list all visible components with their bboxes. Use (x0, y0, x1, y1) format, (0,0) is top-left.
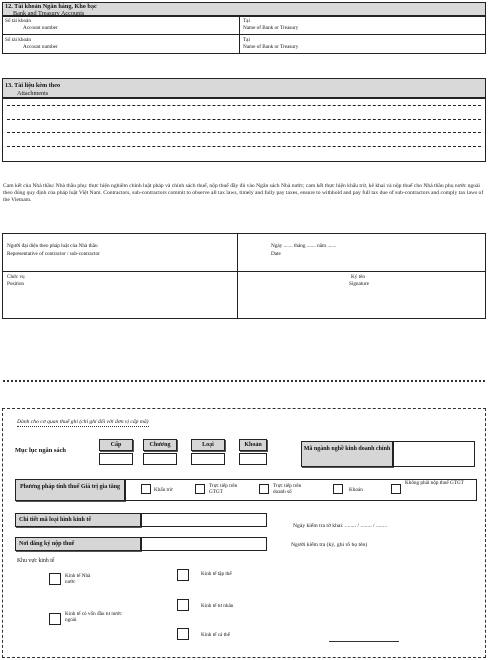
fdi-sector-checkbox[interactable] (49, 613, 61, 625)
option-lump-sum-checkbox[interactable] (333, 484, 343, 494)
date-sub: Date (271, 251, 281, 257)
khoan-header: Khoản (239, 439, 267, 451)
section-12-title: 12. Tài khoản Ngân hàng, Kho bạc (5, 3, 97, 10)
chuong-field[interactable] (143, 453, 177, 465)
loai-field[interactable] (191, 453, 225, 465)
fdi-sector-label: Kinh tế có vốn đầu tư nước ngoài (65, 611, 122, 623)
cut-separator (3, 380, 485, 382)
economic-type-label: Chi tiết mã loại hình kinh tế (15, 513, 141, 527)
collective-sector-checkbox[interactable] (177, 569, 189, 581)
account-number-sub-1: Account number (23, 25, 58, 31)
attachment-line-2 (7, 119, 481, 120)
state-sector-checkbox[interactable] (49, 573, 61, 585)
business-code-field[interactable] (393, 441, 475, 467)
representative-sub: Representative of contractor / sub-contractor (7, 251, 100, 257)
section-12-subtitle: Bank and Treasury Accounts (13, 10, 85, 17)
option-exempt-checkbox[interactable] (391, 484, 401, 494)
section-13-title: 13. Tài liệu kèm theo (5, 82, 61, 89)
section-13-subtitle: Attachments (17, 90, 49, 97)
checker-signature-line (329, 641, 399, 642)
option-direct-revenue-label: Trực tiếp trên doanh số (273, 483, 302, 495)
account-number-label-2: Số tài khoản (5, 37, 31, 43)
section-12-header (2, 2, 486, 16)
option-deduction-checkbox[interactable] (141, 484, 151, 494)
economic-sector-label: Khu vực kinh tế (17, 558, 55, 564)
attachment-line-4 (7, 146, 481, 147)
option-lump-sum-label: Khoán (349, 487, 363, 493)
commitment-vi: Cam kết của Nhà thầu/ Nhà thầu phụ: thực hiện nghiêm chỉnh luật pháp và chính sách thuế, nộp thuế đầy đủ vào Ngân sách Nhà nước; cam kết thực hiện khấu trừ, kê khai và nộp thuế cho Nhà thầu phụ nước ngoài theo đúng quy định của pháp luật Việt Nam. (3, 183, 480, 197)
signature-label: Ký tên (351, 274, 365, 280)
signature-block (2, 233, 486, 319)
check-date-label: Ngày kiểm tra tờ khai: ........ / ........ / ........ (293, 523, 388, 529)
section-12-table (2, 16, 486, 54)
attachment-line-1 (7, 105, 481, 106)
tax-registration-field[interactable] (141, 537, 267, 551)
commitment-en: Contractors, sub-contractors commit to observe all tax laws, timely and fully pay taxes, ensure to withhold and pay full tax due of sub-contractors and comply tax laws of the Vietnam. (3, 190, 484, 204)
cap-header: Cấp (99, 439, 133, 451)
option-direct-vat-checkbox[interactable] (195, 484, 205, 494)
position-sub: Position (7, 281, 25, 287)
budget-index-label: Mục lục ngân sách (15, 447, 66, 454)
representative-label: Người đại diện theo pháp luật của Nhà thầu (7, 243, 98, 249)
option-exempt-label: Không phải nộp thuế GTGT (405, 480, 464, 486)
option-deduction-label: Khấu trừ (154, 487, 173, 493)
loai-header: Loại (191, 439, 225, 451)
economic-type-field[interactable] (141, 513, 267, 527)
attachments-box (2, 98, 486, 162)
attachment-line-3 (7, 132, 481, 133)
bank-name-sub-2: Name of Bank or Treasury (243, 44, 299, 50)
chuong-header: Chương (143, 439, 177, 451)
household-sector-checkbox[interactable] (177, 628, 189, 640)
state-sector-label: Kinh tế Nhà nước (65, 573, 91, 585)
private-sector-label: Kinh tế tư nhân (201, 603, 234, 609)
bank-name-label-2: Tại (243, 37, 250, 43)
position-label: Chức vụ (7, 274, 25, 280)
commitment-paragraph (3, 183, 485, 205)
account-number-label-1: Số tài khoản (5, 18, 31, 24)
vat-method-label: Phương pháp tính thuế Giá trị gia tăng (15, 479, 125, 501)
business-code-label: Mã ngành nghề kinh doanh chính (301, 441, 393, 467)
tax-office-box (2, 408, 486, 658)
option-direct-vat-label: Trực tiếp trên GTGT (209, 483, 238, 495)
bank-name-label-1: Tại (243, 18, 250, 24)
signature-sub: Signature (349, 281, 369, 287)
khoan-field[interactable] (239, 453, 267, 465)
tax-office-title: Dành cho cơ quan thuế ghi (chỉ ghi đối với đơn vị cấp mã) (17, 419, 149, 425)
checker-label: Người kiểm tra (ký, ghi rõ họ tên) (291, 542, 368, 548)
section-13-header (2, 78, 486, 98)
account-number-sub-2: Account number (23, 44, 58, 50)
collective-sector-label: Kinh tế tập thể (201, 571, 232, 577)
date-label: Ngày ....... tháng ....... năm ....... (271, 243, 337, 249)
option-direct-revenue-checkbox[interactable] (259, 484, 269, 494)
household-sector-label: Kinh tế cá thể (201, 632, 230, 638)
tax-registration-label: Nơi đăng ký nộp thuế (15, 537, 141, 551)
private-sector-checkbox[interactable] (177, 599, 189, 611)
cap-field[interactable] (99, 453, 133, 465)
bank-name-sub-1: Name of Bank or Treasury (243, 25, 299, 31)
